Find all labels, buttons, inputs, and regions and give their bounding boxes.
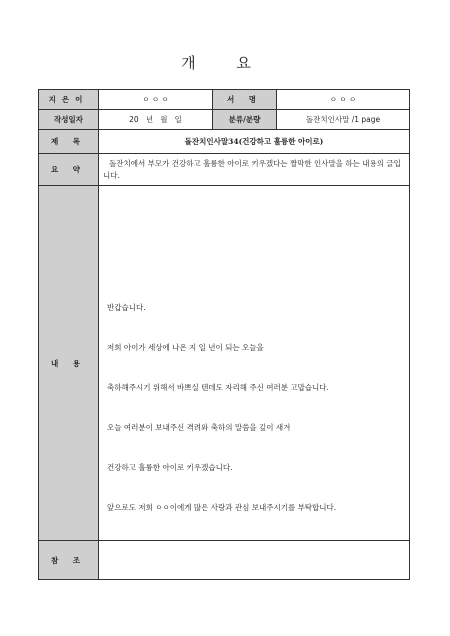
- subject-value: 돌잔치인사말34(건강하고 훌륭한 아이로): [99, 130, 410, 154]
- page-title: 개 요: [181, 54, 269, 72]
- subject-label: 제 목: [39, 130, 99, 154]
- date-label: 작성일자: [39, 110, 99, 130]
- reference-row: [39, 541, 410, 580]
- reference-label: 참 조: [39, 541, 99, 580]
- content-label: 내 용: [39, 186, 99, 541]
- content-paragraph: 반갑습니다.: [107, 303, 146, 312]
- summary-form-table: [38, 89, 410, 580]
- date-value: 20 년 월 일: [99, 110, 213, 130]
- content-paragraph: 오늘 여러분이 보내주신 격려와 축하의 말씀을 깊이 새겨: [107, 423, 291, 432]
- reference-value: [99, 541, 410, 580]
- content-body: [99, 186, 410, 541]
- category-label: 분류/분량: [213, 110, 277, 130]
- author-label: 지은이: [39, 90, 99, 110]
- author-row: [39, 90, 410, 110]
- content-row: [39, 186, 410, 541]
- summary-label: 요 약: [39, 154, 99, 186]
- author-value: ㅇ ㅇ ㅇ: [99, 90, 213, 110]
- category-value: 돌잔치인사말 /1 page: [277, 110, 410, 130]
- content-paragraph: 축하해주시기 위해서 바쁘실 텐데도 자리해 주신 여러분 고맙습니다.: [107, 383, 329, 392]
- date-row: [39, 110, 410, 130]
- summary-value: 돌잔치에서 부모가 건강하고 훌륭한 아이로 키우겠다는 짤막한 인사말을 하는 내용의 글입니다.: [99, 154, 410, 186]
- summary-row: [39, 154, 410, 186]
- content-paragraph: 건강하고 훌륭한 아이로 키우겠습니다.: [107, 463, 233, 472]
- content-paragraph: 저희 아이가 세상에 나온 지 일 년이 되는 오늘을: [107, 343, 264, 352]
- content-paragraph: 앞으로도 저희 ㅇㅇ이에게 많은 사랑과 관심 보내주시기를 부탁합니다.: [107, 503, 337, 512]
- subject-row: [39, 130, 410, 154]
- signature-label: 서 명: [213, 90, 277, 110]
- signature-value: ㅇ ㅇ ㅇ: [277, 90, 410, 110]
